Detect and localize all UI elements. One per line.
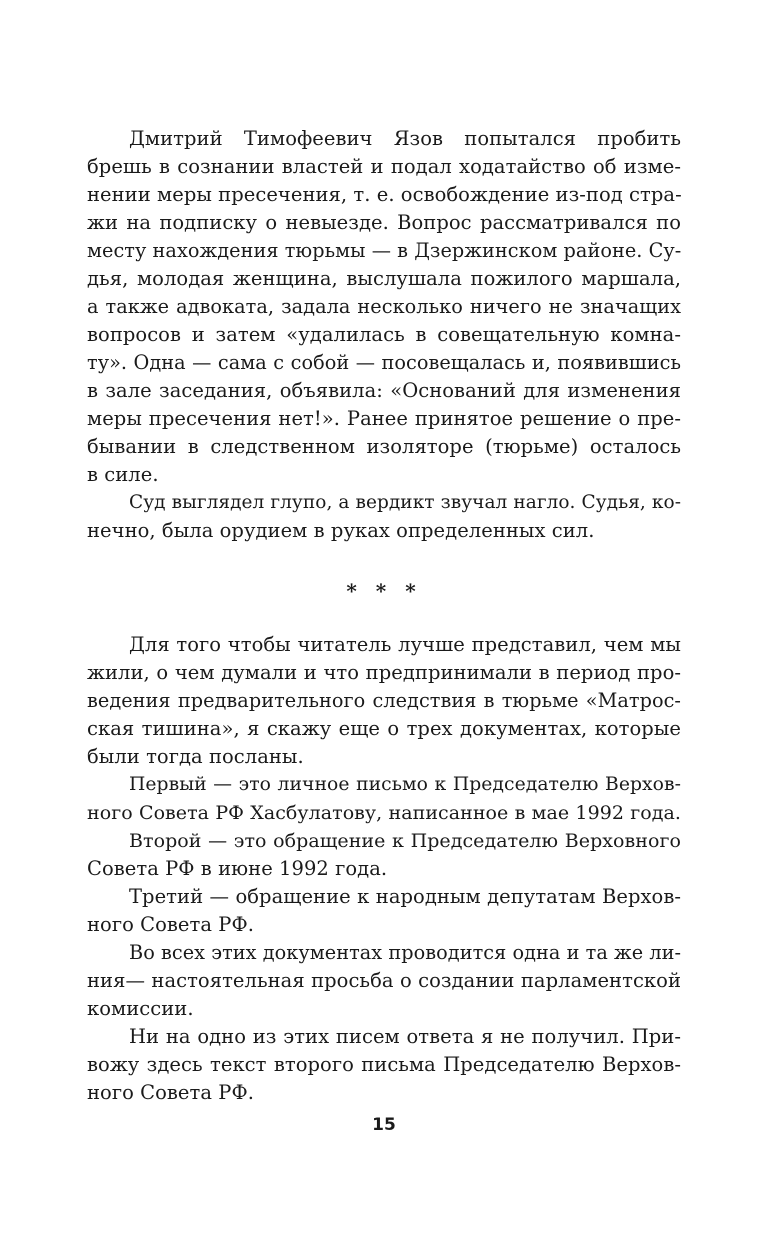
text-line: Второй — это обращение к Председателю Верховного [129, 830, 681, 852]
text-line: ния— настоятельная просьба о создании парламентской [87, 969, 681, 992]
text-line: Первый — это личное письмо к Председателю Верхов- [129, 774, 681, 795]
text-line: были тогда посланы. [87, 745, 304, 768]
text-line: брешь в сознании властей и подал ходатайство об изме- [87, 155, 681, 178]
text-line: Суд выглядел глупо, а вердикт звучал нагло. Судья, ко- [129, 492, 681, 513]
text-line: нении меры пресечения, т. е. освобождение из-под стра- [87, 183, 682, 206]
book-page [87, 110, 681, 1190]
text-line: в силе. [87, 463, 159, 486]
page-number: 15 [372, 1115, 396, 1135]
text-line: ская тишина», я скажу еще о трех документах, которые [87, 717, 681, 740]
text-line: вопросов и затем «удалилась в совещательную комна- [87, 323, 681, 346]
text-line: дья, молодая женщина, выслушала пожилого маршала, [87, 267, 681, 290]
section-separator: * * * [346, 579, 422, 603]
text-line: Для того чтобы читатель лучше представил, чем мы [129, 633, 681, 656]
text-line: жи на подписку о невыезде. Вопрос рассматривался по [87, 211, 681, 234]
text-line: нечно, была орудием в руках определенных сил. [87, 519, 595, 542]
text-line: а также адвоката, задала несколько ничего не значащих [87, 295, 681, 318]
text-line: ту». Одна — сама с собой — посовещалась и, появившись [87, 351, 681, 374]
text-line: ного Совета РФ Хасбулатову, написанное в мае 1992 года. [87, 802, 681, 824]
text-line: Ни на одно из этих писем ответа я не получил. При- [129, 1025, 681, 1048]
text-line: в зале заседания, объявила: «Оснований для изменения [87, 379, 681, 402]
text-line: Во всех этих документах проводится одна и та же ли- [129, 941, 682, 964]
text-line: меры пресечения нет!». Ранее принятое решение о пре- [87, 407, 681, 430]
text-line: Совета РФ в июне 1992 года. [87, 857, 388, 880]
text-line: ведения предварительного следствия в тюрьме «Матрос- [87, 689, 681, 712]
text-line: Дмитрий Тимофеевич Язов попытался пробить [129, 127, 681, 150]
text-line: жили, о чем думали и что предпринимали в период про- [87, 661, 681, 684]
text-line: месту нахождения тюрьмы — в Дзержинском районе. Су- [87, 239, 682, 262]
text-line: комиссии. [87, 997, 194, 1020]
text-line: Третий — обращение к народным депутатам Верхов- [129, 885, 681, 908]
text-line: бывании в следственном изоляторе (тюрьме) осталось [87, 435, 681, 458]
text-line: вожу здесь текст второго письма Председателю Верхов- [87, 1053, 681, 1076]
text-line: ного Совета РФ. [87, 1081, 254, 1104]
text-line: ного Совета РФ. [87, 913, 254, 936]
